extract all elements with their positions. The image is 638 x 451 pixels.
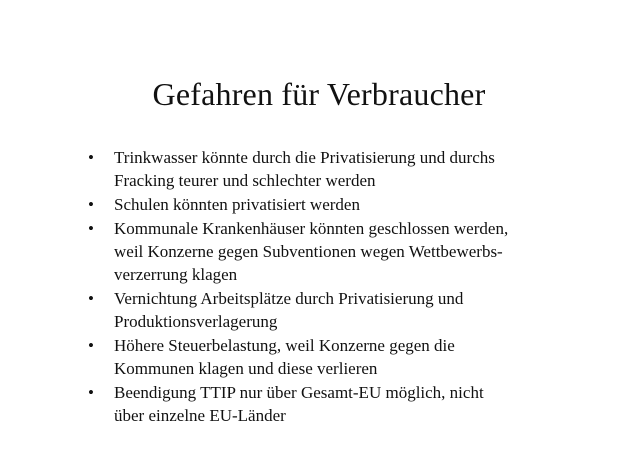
bullet-icon: • [88, 195, 94, 214]
bullet-text-line: Höhere Steuerbelastung, weil Konzerne gegen die [114, 336, 455, 355]
bullet-text-line: Schulen könnten privatisiert werden [114, 195, 360, 214]
bullet-text-line: weil Konzerne gegen Subventionen wegen Wettbewerbs- [114, 242, 503, 261]
bullet-text-line: Kommunen klagen und diese verlieren [114, 359, 378, 378]
bullet-item-hospitals [86, 217, 556, 286]
bullet-icon: • [88, 336, 94, 355]
bullet-text-line: Produktionsverlagerung [114, 312, 278, 331]
bullet-item-schools [86, 193, 556, 216]
bullet-item-drinking-water [86, 146, 556, 192]
bullet-text-line: Kommunale Krankenhäuser könnten geschlossen werden, [114, 219, 509, 238]
bullet-text-line: Beendigung TTIP nur über Gesamt-EU möglich, nicht [114, 383, 484, 402]
bullet-text-line: verzerrung klagen [114, 265, 238, 284]
bullet-item-jobs [86, 287, 556, 333]
bullet-icon: • [88, 219, 94, 238]
bullet-text-line: über einzelne EU-Länder [114, 406, 286, 425]
bullet-text-line: Fracking teurer und schlechter werden [114, 171, 376, 190]
bullet-icon: • [88, 383, 94, 402]
slide-title: Gefahren für Verbraucher [152, 76, 486, 112]
bullet-text-line: Trinkwasser könnte durch die Privatisierung und durchs [114, 148, 495, 167]
bullet-icon: • [88, 148, 94, 167]
bullet-list [86, 146, 556, 427]
bullet-item-ttip-ending [86, 381, 556, 427]
bullet-item-taxes [86, 334, 556, 380]
bullet-icon: • [88, 289, 94, 308]
bullet-text-line: Vernichtung Arbeitsplätze durch Privatisierung und [114, 289, 464, 308]
